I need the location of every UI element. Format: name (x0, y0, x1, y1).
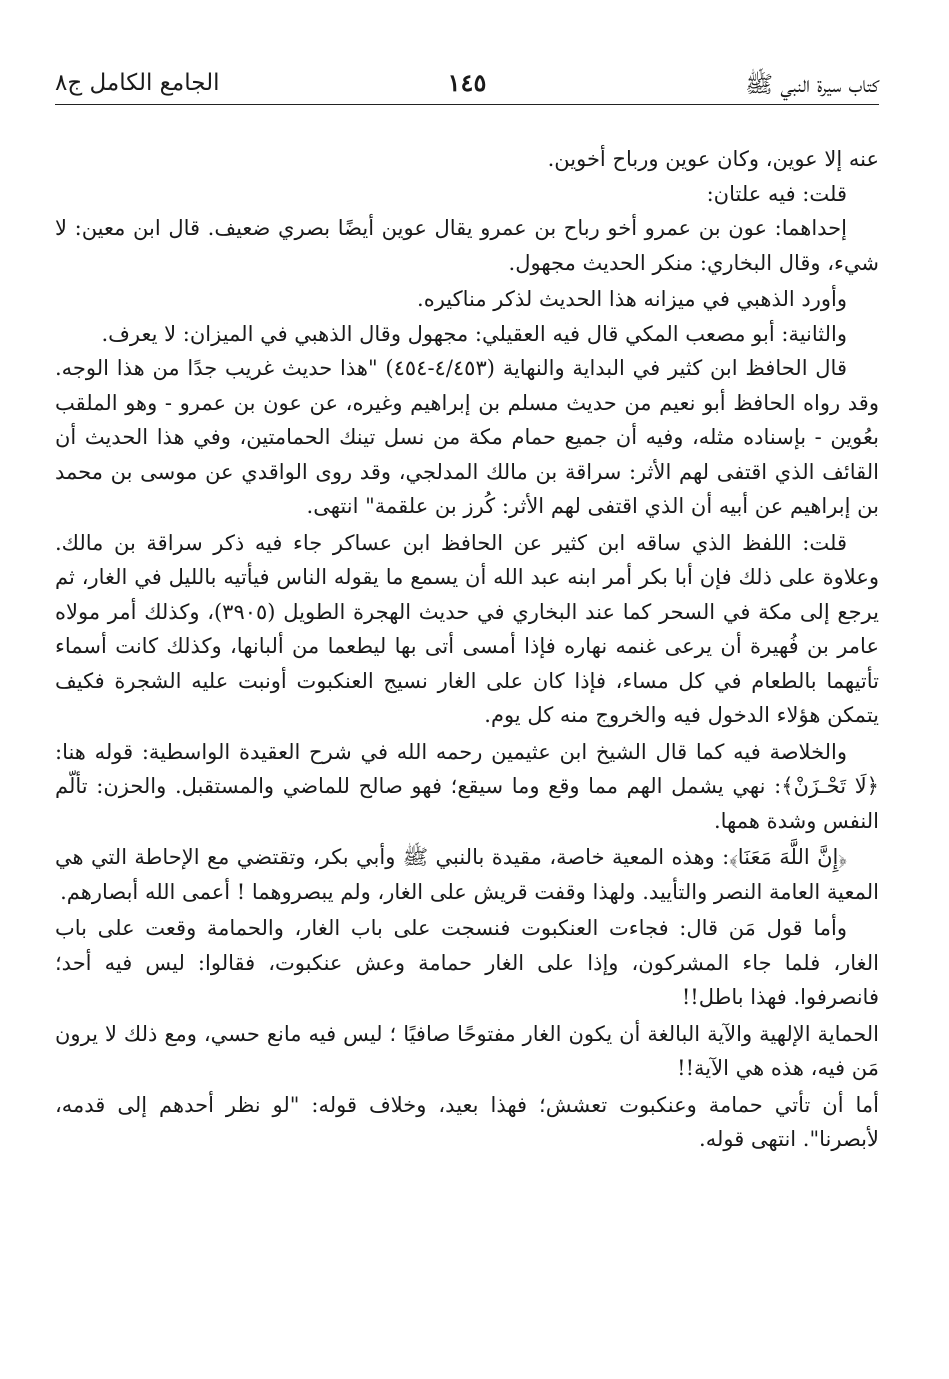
paragraph: الحماية الإلهية والآية البالغة أن يكون الغار مفتوحًا صافيًا ؛ ليس فيه مانع حسي، ومع ذلك لا يرون مَن فيه، هذه هي الآية!! (55, 1021, 879, 1080)
paragraph: قلت: فيه علتان: (706, 181, 847, 206)
paragraph: قلت: اللفظ الذي ساقه ابن كثير عن الحافظ ابن عساكر جاء فيه ذكر سراقة بن مالك. وعلاوة على ذلك فإن أبا بكر أمر ابنه عبد الله أن يسمع ما يقوله الناس فيأتيه بالليل في الغار، ثم يرجع إلى مكة في السحر كما عند البخاري في حديث الهجرة الطويل (٣٩٠٥)، وكذلك أمر مولاه عامر بن فُهيرة أن يرعى غنمه نهاره فإذا أمسى أتى بها ليطعما من ألبانها، وكذلك كانت أسماء تأتيهما بالطعام في كل مساء، فإذا كان على الغار نسيج العنكبوت أونبت عليه الشجرة فكيف يتمكن هؤلاء الدخول فيه والخروج منه كل يوم. (55, 530, 879, 727)
volume-label: الجامع الكامل ج٨ (55, 70, 220, 96)
paragraph: والخلاصة فيه كما قال الشيخ ابن عثيمين رحمه الله في شرح العقيدة الواسطية: قوله هنا: ﴿لَا تَحْـزَنْ﴾: نهي يشمل الهم مما وقع وما سيقع؛ فهو صالح للماضي والمستقبل. والحزن: تألّم النفس وشدة همها. (55, 739, 879, 833)
running-header (55, 60, 879, 105)
page-body (55, 142, 879, 1157)
paragraph: وأما قول مَن قال: فجاءت العنكبوت فنسجت على باب الغار، والحمامة وقعت على باب الغار، فلما جاء المشركون، وإذا على الغار حمامة وعش عنكبوت، فقالوا: ليس فيه أحد؛ فانصرفوا. فهذا باطل!! (55, 916, 879, 1009)
paragraph: والثانية: أبو مصعب المكي قال فيه العقيلي: مجهول وقال الذهبي في الميزان: لا يعرف. (101, 321, 847, 346)
paragraph: وأورد الذهبي في ميزانه هذا الحديث لذكر مناكيره. (417, 287, 847, 311)
paragraph: قال الحافظ ابن كثير في البداية والنهاية (٤/٤٥٣-٤٥٤) "هذا حديث غريب جدًا من هذا الوجه. وقد رواه الحافظ أبو نعيم من حديث مسلم بن إبراهيم وغيره، عن عون بن عمرو - وهو الملقب بعُوين - بإسناده مثله، وفيه أن جميع حمام مكة من نسل تينك الحمامتين، وفي هذا الحديث أن القائف الذي اقتفى لهم الأثر: سراقة بن مالك المدلجي، وقد روى الواقدي عن موسى بن محمد بن إبراهيم عن أبيه أن الذي اقتفى لهم الأثر: كُرز بن علقمة" انتهى. (55, 356, 879, 518)
page-number: ١٤٥ (447, 68, 487, 97)
paragraph: ﴿إِنَّ اللَّهَ مَعَنَا﴾: وهذه المعية خاصة، مقيدة بالنبي ﷺ وأبي بكر، وتقتضي مع الإحاطة التي هي المعية العامة النصر والتأييد. ولهذا وقفت قريش على الغار، ولم يبصروهما ! أعمى الله أبصارهم. (55, 845, 879, 904)
paragraph: أما أن تأتي حمامة وعنكبوت تعشش؛ فهذا بعيد، وخلاف قوله: "لو نظر أحدهم إلى قدمه، لأبصرنا". انتهى قوله. (55, 1092, 879, 1151)
book-title: كتاب سيرة النبي ﷺ (745, 72, 879, 98)
paragraph: عنه إلا عوين، وكان عوين ورباح أخوين. (547, 147, 879, 171)
paragraph: إحداهما: عون بن عمرو أخو رباح بن عمرو يقال عوين أيضًا بصري ضعيف. قال ابن معين: لا شيء، وقال البخاري: منكر الحديث مجهول. (55, 216, 879, 275)
